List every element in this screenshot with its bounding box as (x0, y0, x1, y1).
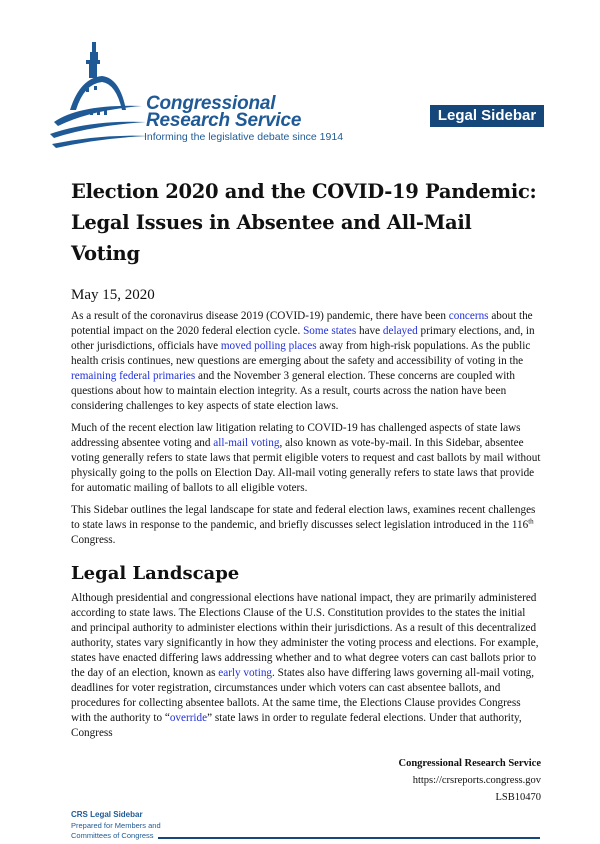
document-title (71, 176, 541, 269)
logo-tagline: Informing the legislative debate since 1914 (144, 131, 344, 143)
link-early-voting[interactable]: early voting (218, 667, 273, 679)
footer-series-line2: Prepared for Members and (71, 820, 161, 830)
footer-series-title: CRS Legal Sidebar (71, 810, 143, 819)
footer-org: Congressional Research Service (398, 758, 541, 769)
paragraph-outline: This Sidebar outlines the legal landscape for state and federal election laws, examines recent challenges to state laws in response to the pandemic, and briefly discusses select legislation introduced in the 116th Congress. (71, 504, 536, 546)
paragraph-intro: As a result of the coronavirus disease 2019 (COVID-19) pandemic, there have been concerns about the potential impact on the 2020 federal election cycle. Some states have delayed primary elections, and, in other jurisdictions, officials have moved polling places away from high-risk populations. As the public health crisis continues, new questions are emerging about the safety and accessibility of voting in the remaining federal primaries and the November 3 general election. These concerns are coupled with questions about how to maintain election integrity. As a result, courts across the nation have been considering challenges to key aspects of state election laws. (71, 310, 535, 412)
title-line2: Legal Issues in Absentee and All-Mail Voting (71, 211, 472, 265)
link-all-mail-voting[interactable]: all-mail voting (213, 437, 280, 449)
capitol-dome-icon (50, 40, 150, 150)
link-delayed[interactable]: delayed (382, 325, 418, 337)
logo-line2: Research Service (146, 110, 302, 131)
logo-line1: Congressional (146, 93, 276, 114)
link-override[interactable]: override (169, 712, 208, 724)
logo-text (146, 95, 301, 129)
publication-date: May 15, 2020 (71, 287, 155, 303)
superscript-th: th (528, 517, 534, 526)
legal-sidebar-badge: Legal Sidebar (430, 105, 544, 127)
footer-divider (158, 837, 540, 839)
paragraph-legal-landscape: Although presidential and congressional elections have national impact, they are primarily administered according to state laws. The Elections Clause of the U.S. Constitution provides to the states the initial and principal authority to administer elections within their jurisdictions. As a result of this decentralized authority, states vary significantly in how they administer the voting process and elections. For example, states have enacted differing laws addressing whether and to what degree voters can cast ballots prior to the day of an election, known as early voting. States also have differing laws governing all-mail voting, deadlines for voter registration, circumstances under which voters can cast absentee ballots, and procedures for collecting absentee ballots. At the same time, the Elections Clause provides Congress with the authority to “override” state laws in order to regulate federal elections. Under that authority, Congress (71, 592, 539, 739)
footer-series-line3: Committees of Congress (71, 831, 154, 840)
footer-series (71, 810, 161, 842)
link-moved-polling-places[interactable]: moved polling places (220, 340, 317, 352)
paragraph-litigation: Much of the recent election law litigation relating to COVID-19 has challenged aspects of state laws addressing absentee voting and all-mail voting, also known as vote-by-mail. In this Sidebar, absentee voting generally refers to state laws that permit eligible voters to request and cast ballots by mail without physically going to the polls on Election Day. All-mail voting generally refers to state laws that provide for automatic mailing of ballots to all eligible voters. (71, 422, 541, 494)
footer-url[interactable]: https://crsreports.congress.gov (412, 775, 541, 786)
title-line1: Election 2020 and the COVID-19 Pandemic: (71, 180, 537, 203)
section-heading-legal-landscape: Legal Landscape (71, 563, 240, 584)
link-concerns[interactable]: concerns (448, 310, 489, 322)
footer-report-id: LSB10470 (495, 792, 541, 803)
link-some-states[interactable]: Some states (303, 325, 357, 337)
crs-logo (50, 40, 344, 150)
link-remaining-federal-primaries[interactable]: remaining federal primaries (71, 370, 196, 382)
document-body (71, 176, 541, 844)
footer-attribution (71, 755, 541, 806)
footer-bottom (71, 810, 541, 844)
